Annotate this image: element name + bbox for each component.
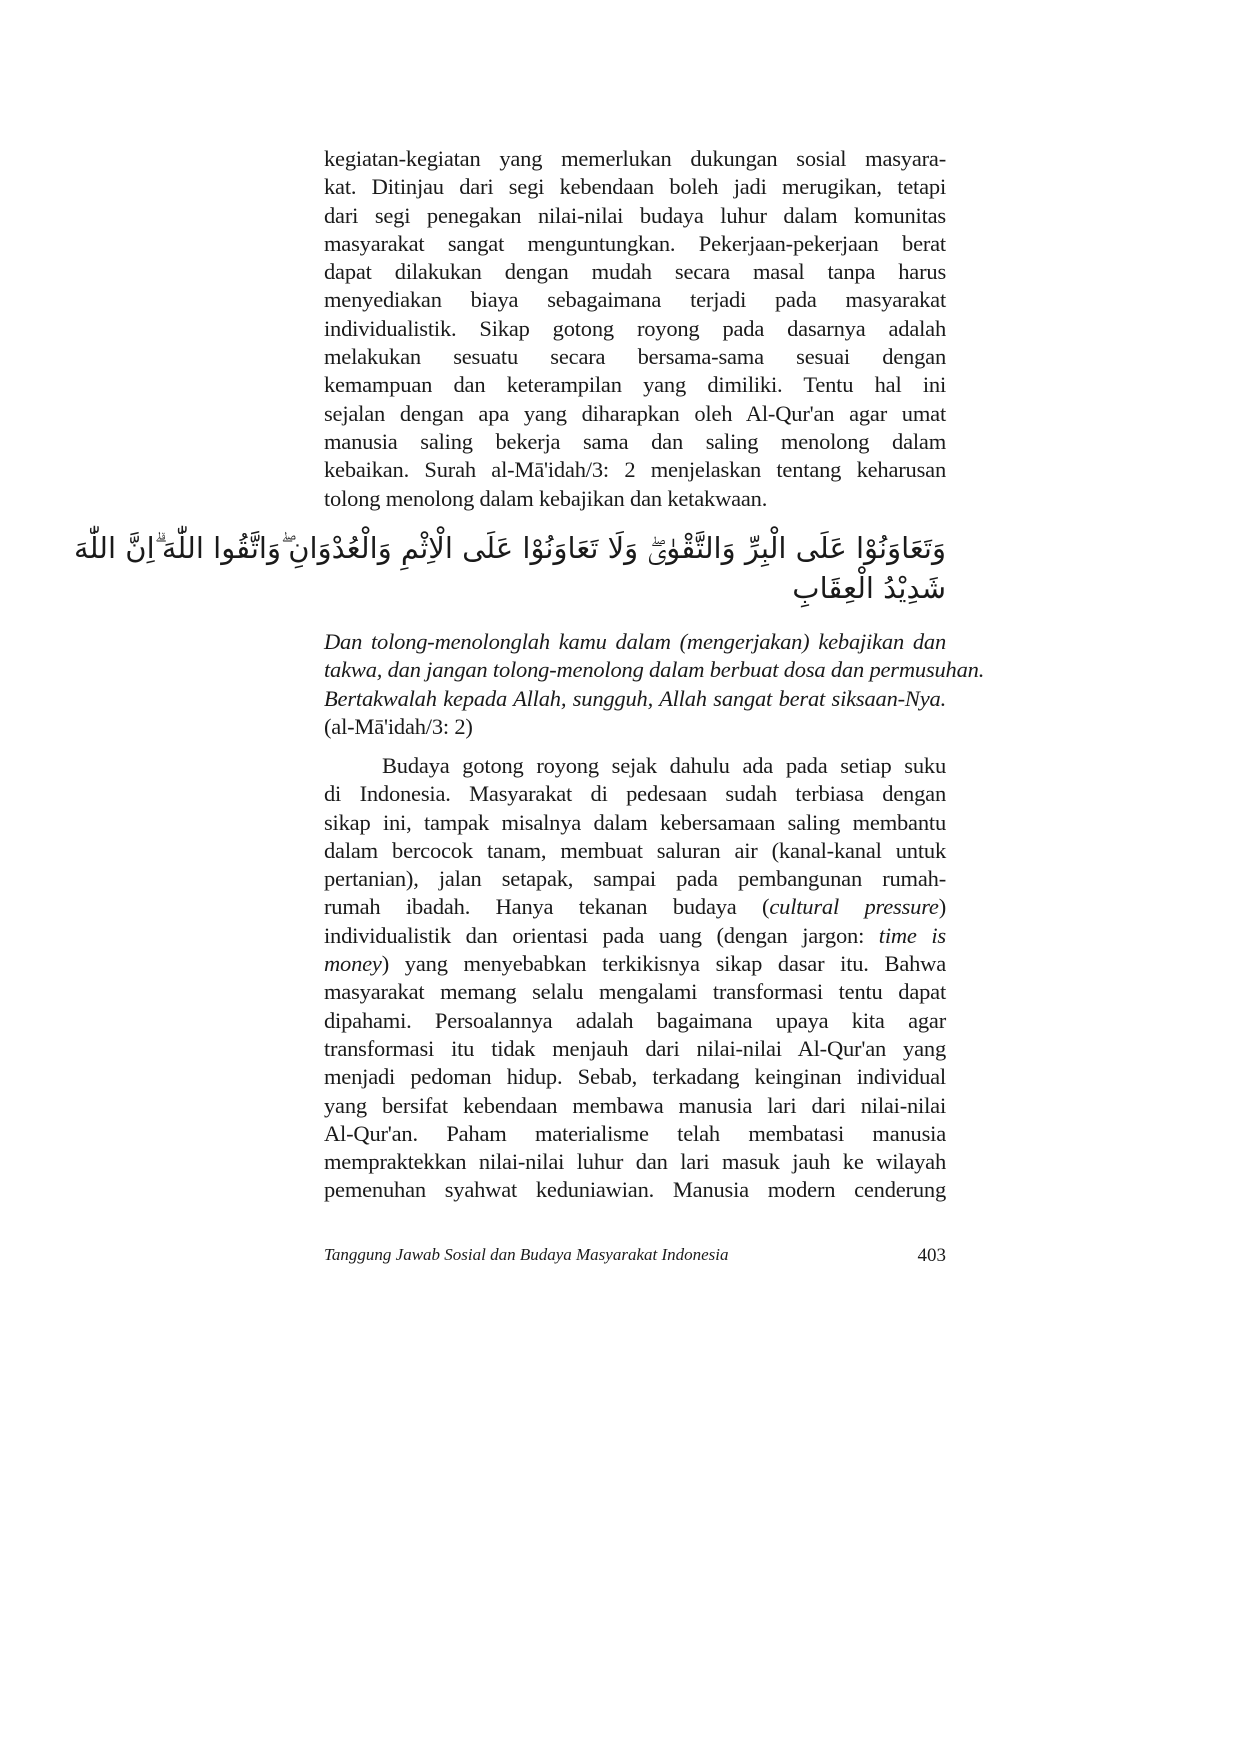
text-line: menyediakan biaya sebagaimana terjadi pada masyarakat: [324, 287, 946, 313]
text-span: ) yang menyebabkan terkikisnya sikap dasar itu. Bahwa: [381, 951, 946, 977]
arabic-line: شَدِيْدُ الْعِقَابِ: [792, 571, 946, 605]
text-line: Budaya gotong royong sejak dahulu ada pada setiap suku: [382, 753, 946, 778]
text-span: rumah ibadah. Hanya tekanan budaya (: [324, 894, 770, 920]
translation-line: Bertakwalah kepada Allah, sungguh, Allah sangat berat siksaan-Nya.: [324, 685, 946, 711]
running-footer-title: Tanggung Jawab Sosial dan Budaya Masyarakat Indonesia: [324, 1245, 729, 1264]
text-line: dapat dilakukan dengan mudah secara masal tanpa harus: [324, 259, 946, 285]
italic-term: money: [324, 951, 382, 977]
page-footer: [324, 1245, 946, 1267]
text-line: dalam bercocok tanam, membuat saluran air (kanal-kanal untuk: [324, 837, 946, 863]
text-line: kat. Ditinjau dari segi kebendaan boleh jadi merugikan, tetapi: [324, 174, 946, 200]
text-line: kebaikan. Surah al-Mā'idah/3: 2 menjelaskan tentang keharusan: [324, 457, 946, 483]
text-line: menjadi pedoman hidup. Sebab, terkadang keinginan individual: [324, 1064, 946, 1090]
verse-translation: [324, 628, 985, 741]
text-line: individualistik. Sikap gotong royong pada dasarnya adalah: [324, 315, 946, 341]
text-span: individualistik dan orientasi pada uang (dengan jargon:: [324, 922, 879, 948]
verse-reference: (al-Mā'idah/3: 2): [324, 713, 473, 739]
text-line: sikap ini, tampak misalnya dalam kebersamaan saling membantu: [324, 809, 946, 835]
text-line: sejalan dengan apa yang diharapkan oleh Al-Qur'an agar umat: [324, 400, 946, 426]
text-line: dari segi penegakan nilai-nilai budaya luhur dalam komunitas: [324, 202, 946, 228]
text-line: tolong menolong dalam kebajikan dan ketakwaan.: [324, 485, 768, 511]
text-line: [324, 922, 946, 950]
text-line: mempraktekkan nilai-nilai luhur dan lari masuk jauh ke wilayah: [324, 1149, 946, 1175]
text-span: ): [938, 894, 946, 920]
arabic-line: وَتَعَاوَنُوْا عَلَى الْبِرِّ وَالتَّقْوٰىۖ وَلَا تَعَاوَنُوْا عَلَى الْاِثْمِ وَالْعُدْوَانِ ۖوَاتَّقُوا اللّٰهَ ۗاِنَّ اللّٰهَ: [74, 531, 946, 565]
translation-line: takwa, dan jangan tolong-menolong dalam berbuat dosa dan permusuhan.: [324, 657, 985, 683]
text-line: [324, 893, 946, 921]
text-line: masyarakat sangat menguntungkan. Pekerjaan-pekerjaan berat: [324, 230, 946, 256]
translation-line: Dan tolong-menolonglah kamu dalam (mengerjakan) kebajikan dan: [324, 629, 946, 654]
text-line: yang bersifat kebendaan membawa manusia lari dari nilai-nilai: [324, 1092, 946, 1118]
text-line: masyarakat memang selalu mengalami transformasi tentu dapat: [324, 979, 946, 1005]
text-line: Al-Qur'an. Paham materialisme telah membatasi manusia: [324, 1120, 946, 1146]
text-line: transformasi itu tidak menjauh dari nilai-nilai Al-Qur'an yang: [324, 1035, 946, 1061]
text-line: manusia saling bekerja sama dan saling menolong dalam: [324, 428, 946, 454]
text-line: pertanian), jalan setapak, sampai pada pembangunan rumah-: [324, 866, 946, 892]
italic-term: cultural pressure: [769, 894, 939, 920]
text-line: dipahami. Persoalannya adalah bagaimana upaya kita agar: [324, 1007, 946, 1033]
text-line: pemenuhan syahwat keduniawian. Manusia modern cenderung: [324, 1177, 946, 1203]
italic-term: time is: [878, 922, 946, 948]
arabic-verse: [74, 528, 946, 608]
text-line: [324, 950, 946, 978]
text-line: di Indonesia. Masyarakat di pedesaan sudah terbiasa dengan: [324, 781, 946, 807]
paragraph-1: [324, 145, 946, 513]
paragraph-2: [324, 752, 946, 1205]
text-line: kegiatan-kegiatan yang memerlukan dukungan sosial masyara-: [324, 146, 946, 171]
text-line: melakukan sesuatu secara bersama-sama sesuai dengan: [324, 344, 946, 370]
text-line: kemampuan dan keterampilan yang dimiliki. Tentu hal ini: [324, 372, 946, 398]
page-number: 403: [917, 1245, 946, 1266]
